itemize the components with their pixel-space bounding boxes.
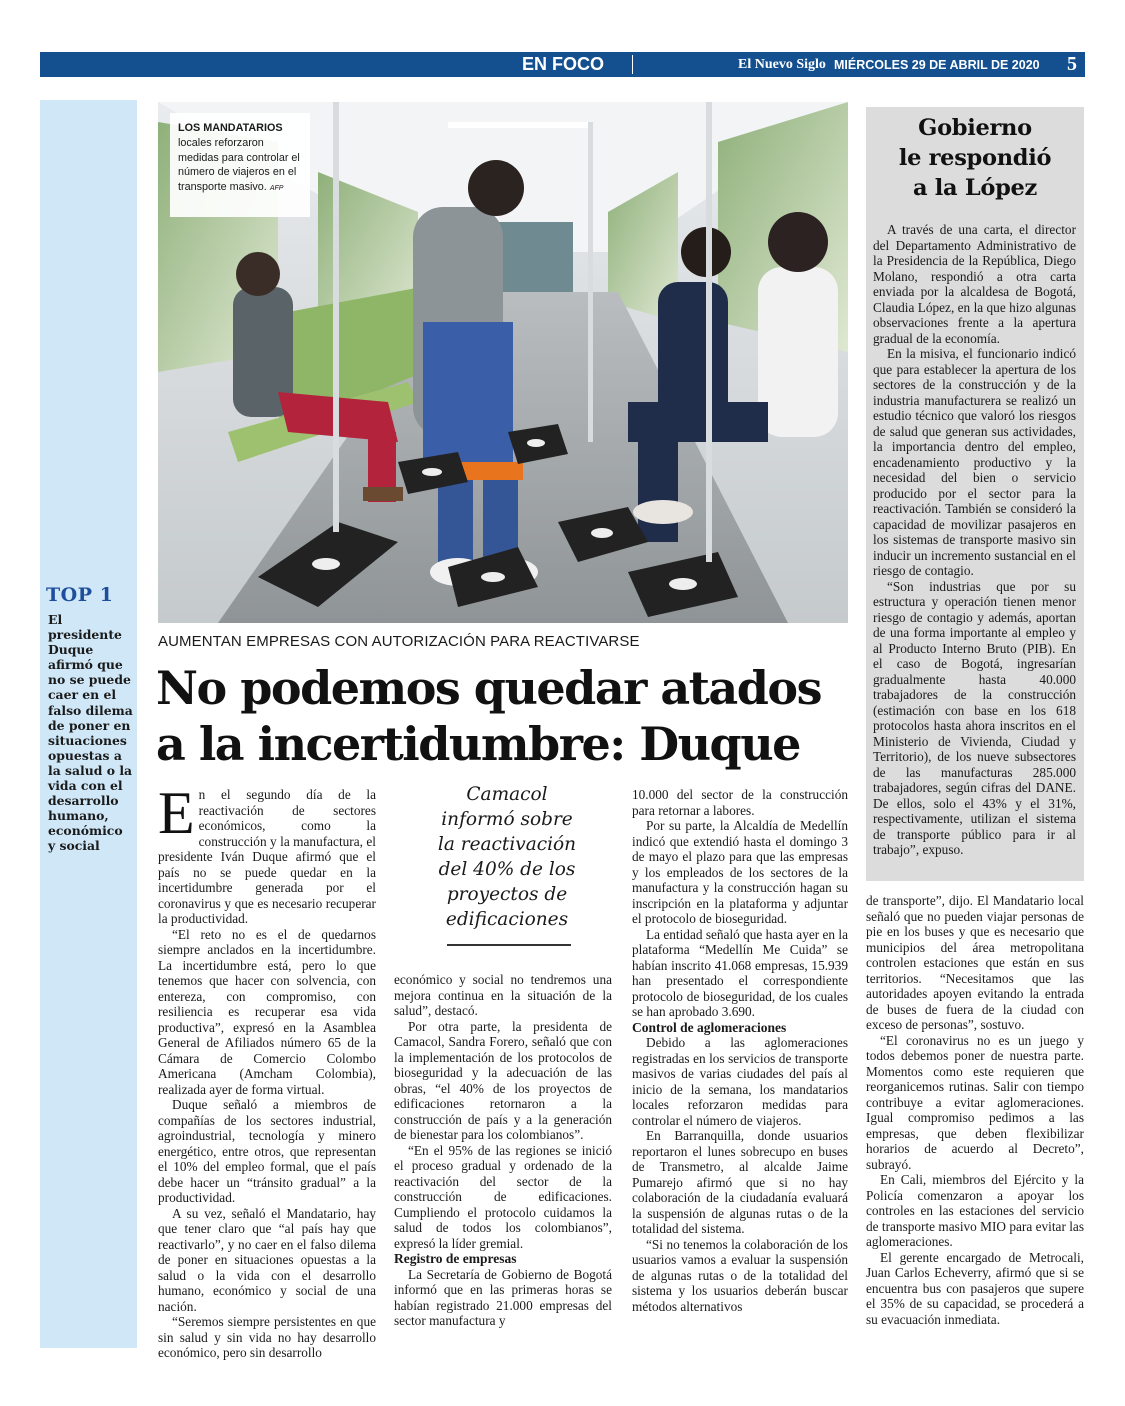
article-column-1: [158, 780, 376, 1360]
article-paragraph: “En el 95% de las regiones se inició el proceso gradual y ordenado de la reactivación del sector de la construcción de edificaciones. Cumpliendo el protocolo cuidamos la salud de todos los colombianos”, expresó la líder gremial.: [394, 1142, 612, 1251]
article-paragraph: En Cali, miembros del Ejército y la Policía comenzaron a apoyar los controles en las estaciones del servicio de transporte masivo MIO para evitar las aglomeraciones.: [866, 1172, 1084, 1249]
article-paragraph: A su vez, señaló el Mandatario, hay que tener claro que “al país hay que reactivarlo”, y no caer en el falso dilema de poner en situaciones opuestas a la salud o la vida con el desarrollo humano, económico y social de una nación.: [158, 1205, 376, 1314]
side-story-text: [873, 222, 1076, 876]
headline-line-1: No podemos quedar atados: [156, 661, 821, 715]
side-story-title: [866, 113, 1084, 215]
article-paragraph: Debido a las aglomeraciones registradas en los servicios de transporte masivos de varias ciudades del país al inicio de la semana, los mandatarios locales reforzaron medidas para controlar el número de viajeros.: [632, 1035, 848, 1128]
article-paragraph: La Secretaría de Gobierno de Bogotá informó que en las primeras horas se habían registrado 21.000 empresas del sector manufactura y: [394, 1266, 612, 1328]
photo-credit: AFP: [269, 184, 284, 192]
article-paragraph: En el segundo día de la reactivación de sectores económicos, como la construcción y la manufactura, el presidente Iván Duque afirmó que el país no se puede quedar en la incertidumbre generada por el coronavirus y que es necesario recuperar la productividad.: [158, 780, 376, 926]
photo-caption: [178, 136, 306, 211]
side-story-paragraph: A través de una carta, el director del Departamento Administrativo de la Presidencia de la República, Diego Molano, respondió a otra carta enviada por la alcaldesa de Bogotá, Claudia López, en la que hizo algunas observaciones frente a la apertura gradual de la economía.: [873, 222, 1076, 346]
issue-date: MIÉRCOLES 29 DE ABRIL DE 2020: [834, 58, 1040, 72]
article-paragraph: de transporte”, dijo. El Mandatario local señaló que no pueden viajar personas de pie en los buses y que es necesario que municipios del área metropolitana controlen estaciones que están en sus territorios. “Necesitamos que las autoridades apoyen evitando la entrada de buses de fuera de la ciudad con exceso de personas”, sostuvo.: [866, 893, 1084, 1032]
article-column-4: [866, 893, 1084, 1353]
sidebar-text: El presidente Duque afirmó que no se puede caer en el falso dilema de poner en situaciones opuestas a la salud o la vida con el desarrollo humano, económico y social: [48, 612, 133, 854]
side-title-line-1: Gobierno: [918, 115, 1032, 141]
headline-line-2: a la incertidumbre: Duque: [156, 717, 800, 771]
side-story-paragraph: “Son industrias que por su estructura y operación tienen menor riesgo de contagio y además, aportan de una forma importante al empleo y al Producto Interno Bruto (PIB). En el caso de Bogotá, ingresarían gradualmente hasta 40.000 trabajadores de la construcción (estimación con base en los 618 protocolos hasta ahora inscritos en el Ministerio de Vivienda, Ciudad y Territorio), de los nueve subsectores de las manufacturas 285.000 trabajadores, según cifras del DANE. De ellos, solo el 43% y el 31%, respectivamente, utilizan el sistema de transporte público para ir al trabajo”, expuso.: [873, 578, 1076, 857]
side-title-line-3: a la López: [912, 175, 1038, 201]
side-title-line-2: le respondió: [898, 145, 1052, 171]
article-paragraph: La entidad señaló que hasta ayer en la plataforma “Medellín Me Cuida” se habían inscrito 41.068 empresas, 15.939 han presentado el correspondiente protocolo de bioseguridad, de los cuales se han aprobado 3.690.: [632, 926, 848, 1019]
photo-caption-text: locales reforzaron medidas para controlar el número de viajeros en el transporte masivo.: [178, 137, 300, 193]
article-paragraph: “El coronavirus no es un juego y todos debemos poner de nuestra parte. Momentos como este requieren que reorganicemos rutinas. Salir con tiempo contribuye a evitar aglomeraciones. Igual compromiso pedimos a las empresas, que deben flexibilizar horarios de acuerdo al Decreto”, subrayó.: [866, 1032, 1084, 1172]
article-paragraph: Por su parte, la Alcaldía de Medellín indicó que extendió hasta el domingo 3 de mayo el plazo para que las empresas y los empleados de los sectores de la manufactura y la construcción hagan su inscripción en la plataforma y adjuntar el protocolo de bioseguridad.: [632, 818, 848, 926]
article-paragraph: Duque señaló a miembros de compañías de los sectores industrial, agroindustrial, tecnología y minero energético, entre otros, que representan el 10% del empleo formal, que el país debe hacer un “tránsito gradual” a la productividad.: [158, 1097, 376, 1205]
masthead: El Nuevo Siglo: [738, 57, 826, 72]
side-story-paragraph: En la misiva, el funcionario indicó que para establecer la apertura de los sectores de la construcción y de la industria manufacturera se realizó un estudio técnico que valoró los riesgos de salud que generan sus actividades, la importancia dentro del empleo, encadenamiento productivo y la necesidad del bien o servicio producido por el sector para la reactivación. También se consideró la capacidad de movilizar pasajeros en los sistemas de transporte masivo sin inducir un incremento sustancial en el riesgo de contagio.: [873, 346, 1076, 578]
article-paragraph: “El reto no es el de quedarnos siempre anclados en la incertidumbre. La incertidumbre está, pero lo que tenemos que hacer con solvencia, con entereza, con compromiso, con resiliencia es recuperar esa vida productiva”, expresó en la Asamblea General de Afiliados número 65 de la Cámara de Comercio Colombo Americana (Amcham Colombia), realizada ayer de forma virtual.: [158, 926, 376, 1097]
article-paragraph: “Si no tenemos la colaboración de los usuarios vamos a evaluar la suspensión de algunas rutas o de la totalidad del sistema y los usuarios deberán buscar métodos alternativos: [632, 1236, 848, 1314]
article-paragraph: económico y social no tendremos una mejora continua en la situación de la salud”, destacó.: [394, 972, 612, 1018]
article-kicker: AUMENTAN EMPRESAS CON AUTORIZACIÓN PARA REACTIVARSE: [158, 633, 640, 650]
article-paragraph: En Barranquilla, donde usuarios reportaron el lunes sobrecupo en buses de Transmetro, al alcalde Jaime Pumarejo afirmó que si no hay colaboración de la ciudadanía evaluará la suspensión de algunas rutas o de la totalidad del sistema.: [632, 1128, 848, 1236]
article-column-3: [632, 787, 848, 1352]
article-paragraph: Por otra parte, la presidenta de Camacol, Sandra Forero, señaló que con la implementación de los protocolos de bioseguridad y la adecuación de las obras, “el 40% de los proyectos de edificaciones retornaron a la construcción de país y a la generación de bienestar para los colombianos”.: [394, 1018, 612, 1142]
photo-caption-head: LOS MANDATARIOS: [178, 122, 283, 134]
pull-quote-rule: [447, 944, 571, 946]
article-paragraph: El gerente encargado de Metrocali, Juan Carlos Echeverry, afirmó que si se encuentra bus con pasajeros que supere el 35% de su capacidad, se procederá a su evacuación inmediata.: [866, 1249, 1084, 1327]
article-headline: [156, 660, 856, 778]
header-divider: [632, 55, 633, 74]
subhead-control: Control de aglomeraciones: [632, 1019, 787, 1035]
sidebar-title: TOP 1: [46, 584, 114, 606]
drop-cap: E: [158, 780, 195, 846]
article-paragraph: “Seremos siempre persistentes en que sin salud y sin vida no hay desarrollo económico, pero sin desarrollo: [158, 1314, 376, 1360]
section-name: EN FOCO: [521, 54, 604, 74]
page-number: 5: [1067, 53, 1077, 75]
article-paragraph: 10.000 del sector de la construcción para retornar a labores.: [632, 787, 848, 818]
article-column-2: [394, 972, 612, 1352]
subhead-registro: Registro de empresas: [394, 1251, 517, 1266]
pull-quote: Camacol informó sobre la reactivación del 40% de los proyectos de edificaciones: [437, 784, 577, 930]
